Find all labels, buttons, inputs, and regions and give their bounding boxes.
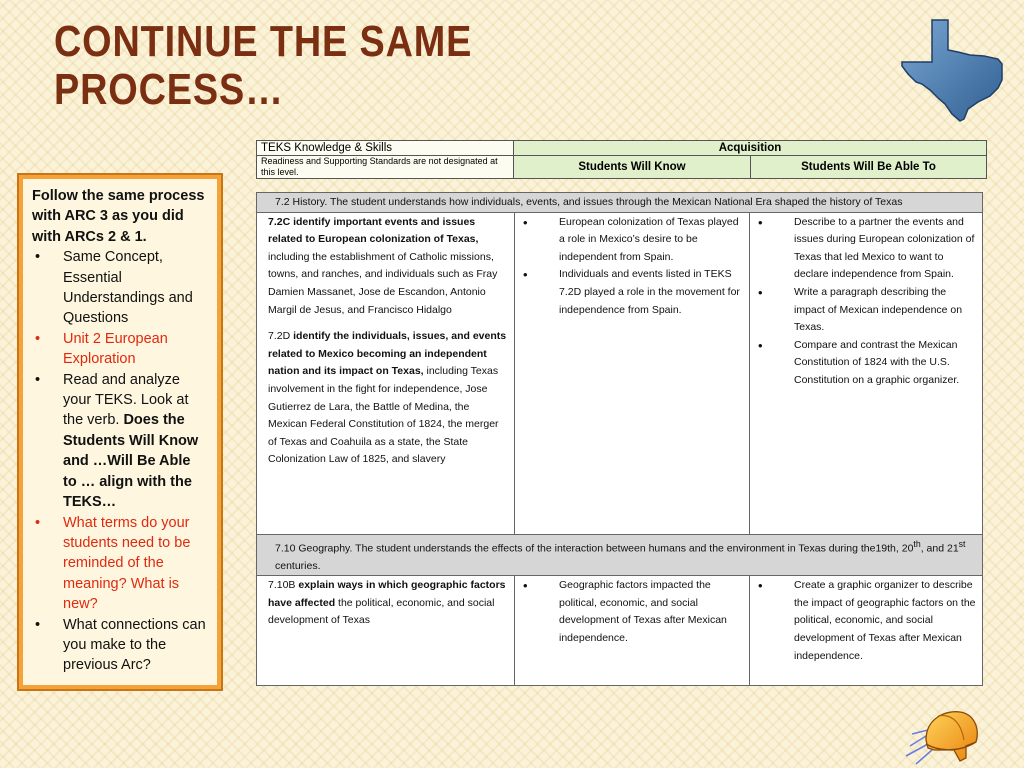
readiness-note: Readiness and Supporting Standards are not designated at this level.	[257, 156, 514, 179]
list-item: • Create a graphic organizer to describe the impact of geographic factors on the political, economic, and social development of Texas after Mexican independence.	[754, 577, 978, 665]
instruction-item: • Same Concept, Essential Understandings and Questions	[32, 247, 208, 329]
list-item: • Individuals and events listed in TEKS 7.2D played a role in the movement for independence from Spain.	[519, 266, 745, 319]
header-table	[256, 140, 987, 179]
instruction-emphasis: Does the Students Will Know and …Will Be Able to … align with the TEKS…	[63, 412, 199, 511]
teks-item	[268, 214, 508, 320]
title-line-2: PROCESS…	[54, 65, 284, 114]
page-title	[54, 18, 536, 114]
list-item: • Describe to a partner the events and issues during European colonization of Texas that led Mexico to want to declare independence from Spain.	[754, 214, 978, 284]
teks-header: TEKS Knowledge & Skills	[257, 141, 514, 156]
teks-emphasis: identify the individuals, issues, and events related to Mexico becoming an independent nation and its impact on Texas,	[268, 330, 507, 378]
instructions-panel	[17, 173, 223, 691]
know-cell	[515, 576, 750, 686]
instruction-item	[32, 370, 208, 513]
instruction-text: Read and analyze your TEKS. Look at the verb.	[63, 371, 189, 429]
list-item: • Write a paragraph describing the impact of Mexican independence on Texas.	[754, 284, 978, 337]
students-will-know-header: Students Will Know	[514, 156, 751, 179]
title-line-1: CONTINUE THE SAME	[54, 17, 473, 66]
instructions-intro: Follow the same process with ARC 3 as you did with ARCs 2 & 1.	[32, 188, 205, 245]
able-cell	[750, 212, 983, 534]
list-item: • Compare and contrast the Mexican Constitution of 1824 with the U.S. Constitution on a graphic organizer.	[754, 337, 978, 390]
teks-cell	[257, 212, 515, 534]
teks-cell	[257, 576, 515, 686]
list-item: • European colonization of Texas played a role in Mexico’s desire to be independent from Spain.	[519, 214, 745, 267]
teks-code: 7.10B	[268, 579, 299, 592]
table-row	[257, 212, 983, 534]
teks-code: 7.2D	[268, 330, 294, 343]
teks-code: 7.2C identify important events and issues related to European colonization of Texas,	[268, 215, 479, 246]
students-will-be-able-header: Students Will Be Able To	[751, 156, 987, 179]
acquisition-header: Acquisition	[514, 141, 987, 156]
teks-text: including Texas involvement in the fight for independence, Jose Gutierrez de Lara, the Battle of Medina, the Mexican Federal Constitution of 1824, the merger of Texas and Coahuila as a state, the State Colonization Law of 1825, and slavery	[268, 365, 499, 466]
section-heading-row	[257, 193, 983, 213]
section-heading: 7.10 Geography. The student understands the effects of the interaction between humans and the environment in Texas during the19th, 20th, and 21st centuries.	[257, 534, 983, 576]
section-heading: 7.2 History. The student understands how individuals, events, and issues through the Mexican National Era shaped the history of Texas	[257, 193, 983, 213]
instruction-item: • What connections can you make to the previous Arc?	[32, 615, 208, 676]
teks-item	[268, 328, 508, 469]
instructions-list	[32, 247, 208, 676]
texas-map-icon	[898, 14, 1010, 124]
teks-text: including the establishment of Catholic missions, towns, and ranches, and individuals such as Fray Damien Massanet, Jose de Escandon, Antonio Margil de Jesus, and Francisco Hidalgo	[268, 250, 498, 316]
able-cell	[750, 576, 983, 686]
instruction-item: • Unit 2 European Exploration	[32, 329, 208, 370]
know-cell	[515, 212, 750, 534]
section-heading-row	[257, 534, 983, 576]
list-item: • Geographic factors impacted the political, economic, and social development of Texas after Mexican independence.	[519, 577, 745, 647]
instruction-item: • What terms do your students need to be reminded of the meaning? What is new?	[32, 513, 208, 615]
teks-text: the political, economic, and social development of Texas	[268, 596, 495, 627]
teks-table	[256, 192, 983, 686]
teks-emphasis: explain ways in which geographic factors have affected	[268, 579, 506, 609]
table-row	[257, 576, 983, 686]
hardhat-icon	[904, 706, 982, 766]
